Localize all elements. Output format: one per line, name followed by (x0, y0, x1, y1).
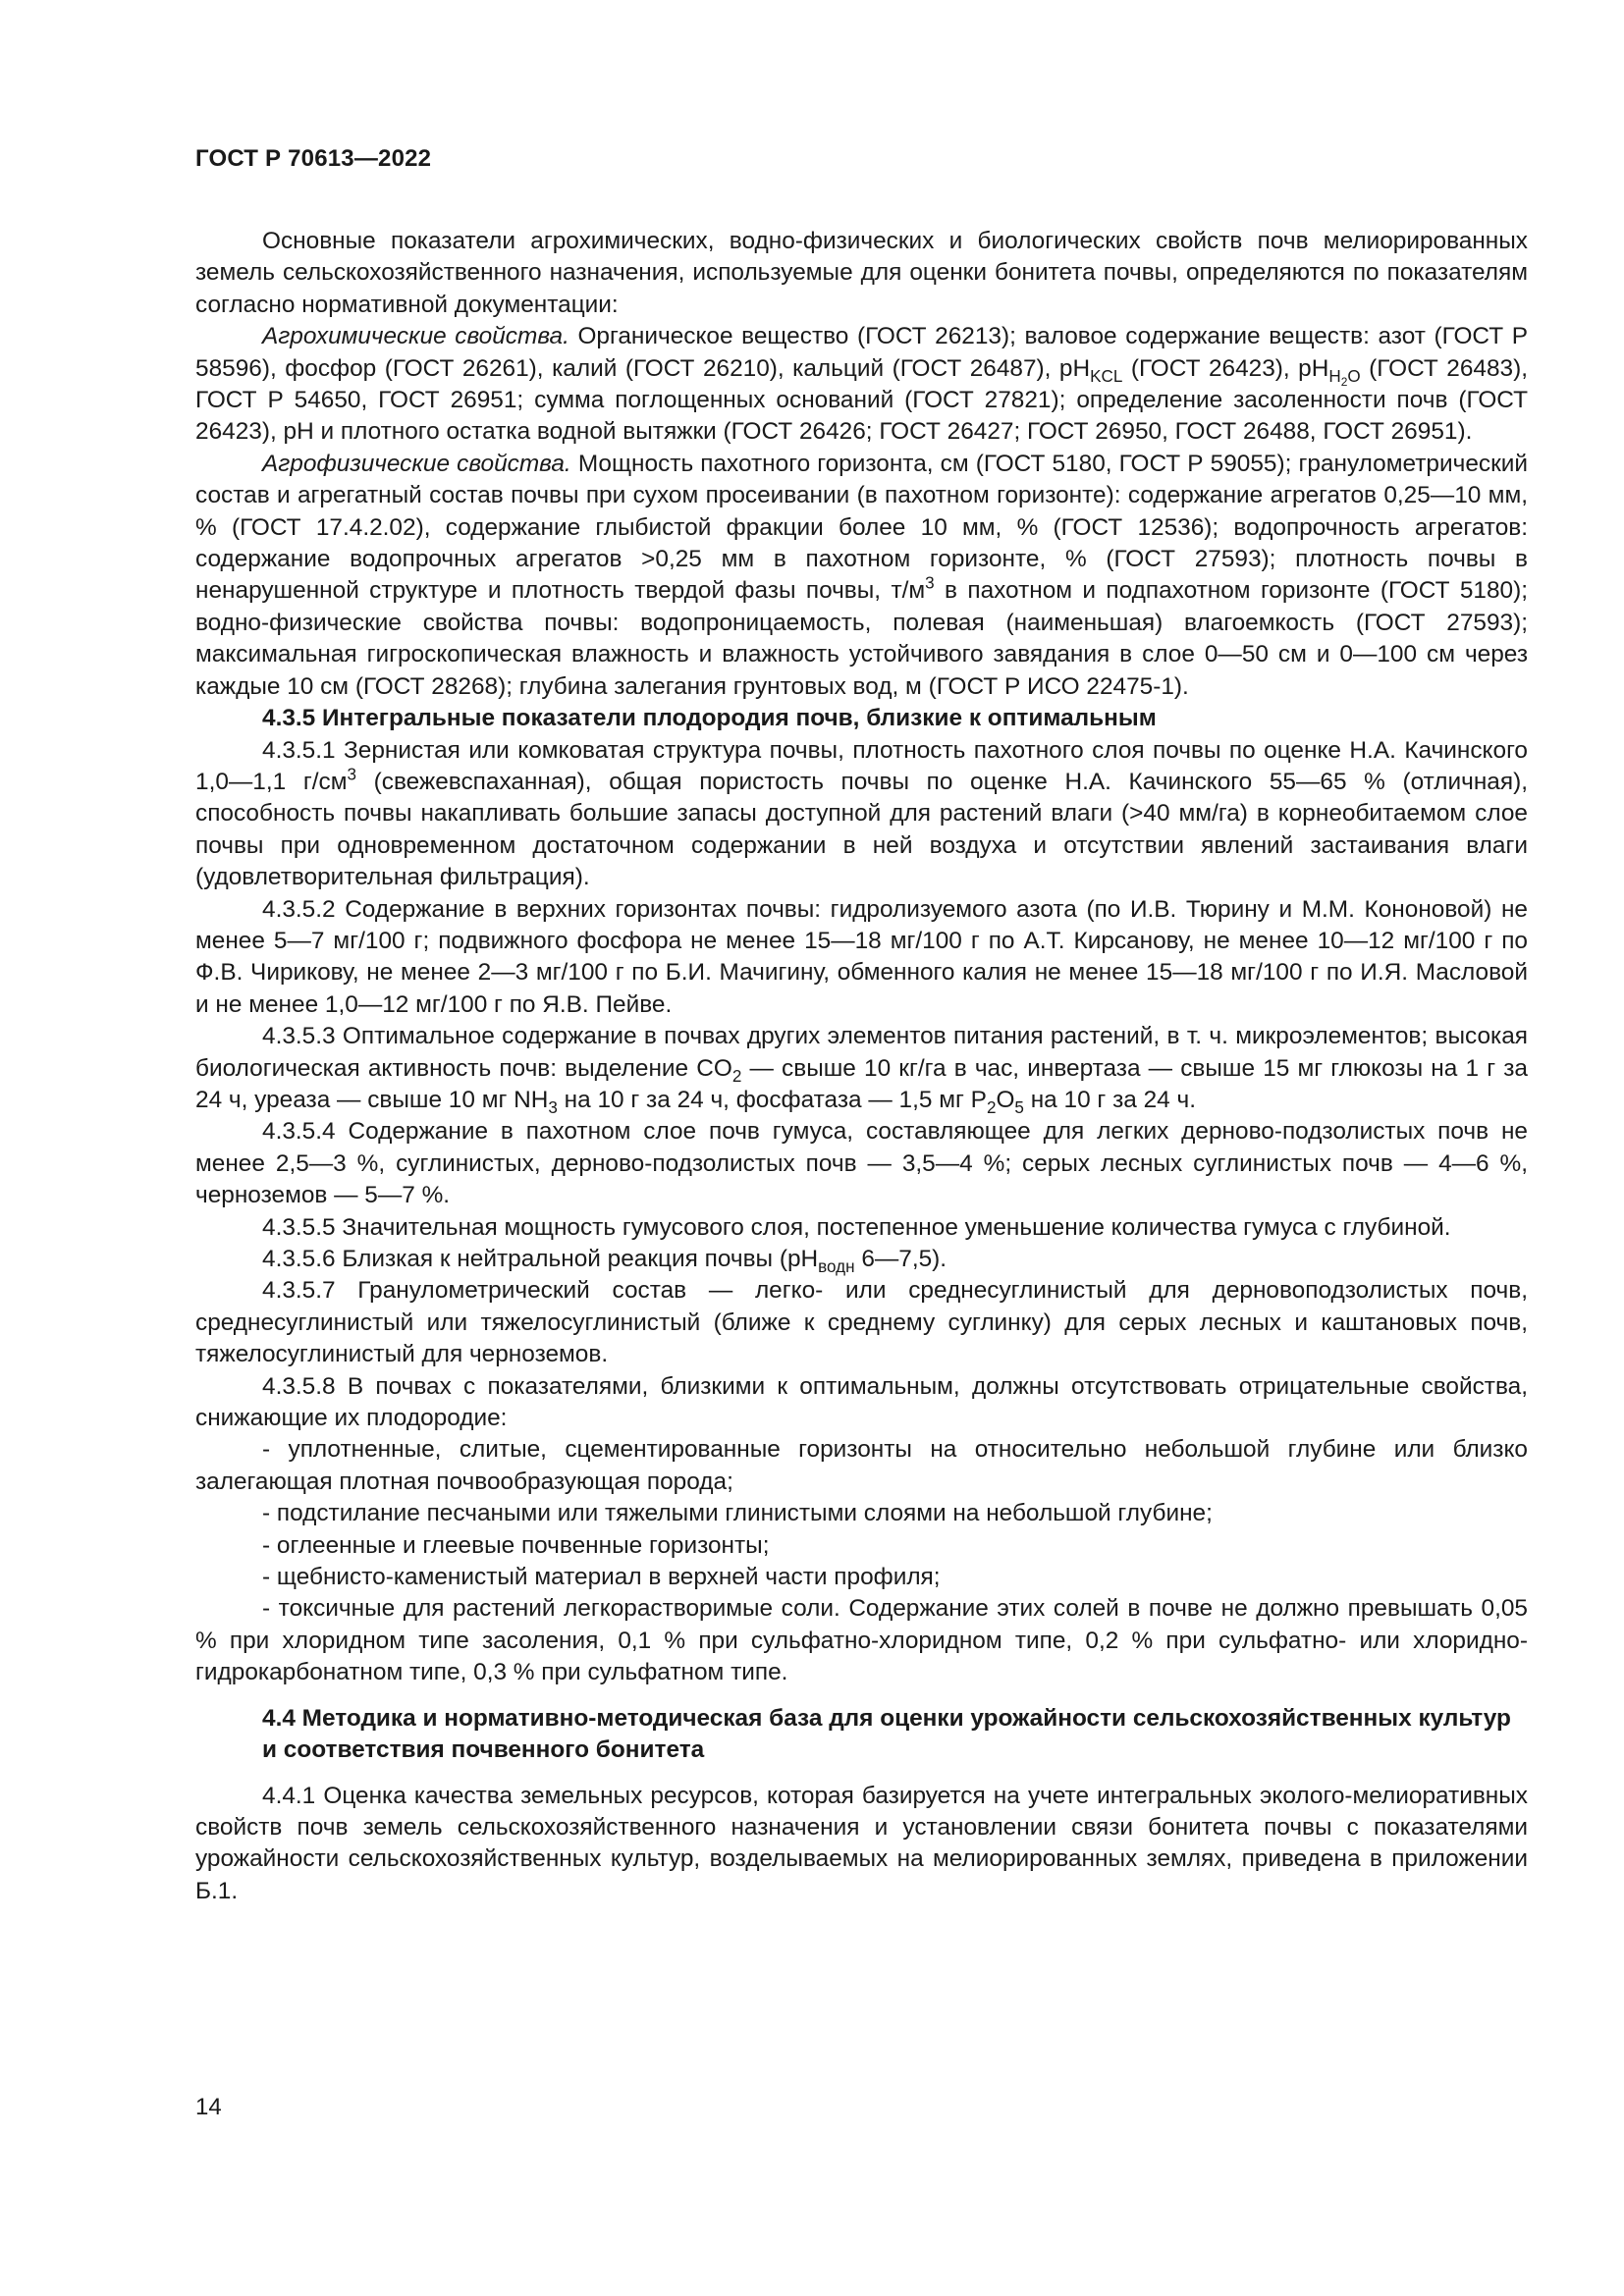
paragraph-4-3-5-1: 4.3.5.1 Зернистая или комковатая структура почвы, плотность пахотного слоя почвы по оценке Н.А. Качинского 1,0—1,1 $г/см^3$ (свежевспаханная), общая пористость почвы по оценке Н.А. Качинского 55—65 % (отличная), способность почвы накапливать большие запасы доступной для растений влаги (>40 мм/га) в корнеобитаемом слое почвы при одновременном достаточном содержании в ней воздуха и отсутствии явлений застаивания влаги (удовлетворительная фильтрация). (195, 736, 1528, 891)
intro-paragraph: Основные показатели агрохимических, водно-физических и биологических свойств почв мелиорированных земель сельскохозяйственного назначения, используемые для оценки бонитета почвы, определяются по показателям согласно нормативной документации: (195, 228, 1528, 318)
paragraph-4-4-1: 4.4.1 Оценка качества земельных ресурсов, которая базируется на учете интегральных эколого-мелиоративных свойств почв земель сельскохозяйственного назначения и установлении связи бонитета почвы с показателями урожайности сельскохозяйственных культур, возделываемых на мелиорированных землях, приведена в приложении Б.1. (195, 1782, 1528, 1904)
paragraph-4-3-5-6: 4.3.5.6 Близкая к нейтральной реакция почвы ($pH_{водн}$ 6—7,5). (262, 1246, 947, 1276)
agrochemical-label: Агрохимические свойства. (262, 323, 569, 350)
paragraph-4-3-5-8: 4.3.5.8 В почвах с показателями, близкими к оптимальным, должны отсутствовать отрицательные свойства, снижающие их плодородие: (195, 1372, 1528, 1432)
list-item: - токсичные для растений легкорастворимые соли. Содержание этих солей в почве не должно превышать 0,05 % при хлоридном типе засоления, 0,1 % при сульфатно-хлоридном типе, 0,2 % при сульфатно- или хлоридно-гидрокарбонатном типе, 0,3 % при сульфатном типе. (195, 1595, 1528, 1686)
agrophysical-label: Агрофизические свойства. (262, 450, 571, 477)
agrophysical-paragraph: Агрофизические свойства. Мощность пахотного горизонта, см (ГОСТ 5180, ГОСТ Р 59055); гранулометрический состав и агрегатный состав почвы при сухом просеивании (в пахотном горизонте): содержание агрегатов 0,25—10 мм, % (ГОСТ 17.4.2.02), содержание глыбистой фракции более 10 мм, % (ГОСТ 12536); водопрочность агрегатов: содержание водопрочных агрегатов >0,25 мм в пахотном горизонте, % (ГОСТ 27593); плотность почвы в ненарушенной структуре и плотность твердой фазы почвы, $т/м^3$ в пахотном и подпахотном горизонте (ГОСТ 5180); водно-физические свойства почвы: водопроницаемость, полевая (наименьшая) влагоемкость (ГОСТ 27593); максимальная гигроскопическая влажность и влажность устойчивого завядания в слое 0—50 см и 0—100 см через каждые 10 см (ГОСТ 28268); глубина залегания грунтовых вод, м (ГОСТ Р ИСО 22475-1). (195, 450, 1528, 700)
document-body (195, 226, 1528, 1907)
paragraph-4-3-5-5: 4.3.5.5 Значительная мощность гумусового слоя, постепенное уменьшение количества гумуса с глубиной. (262, 1213, 1451, 1241)
list-item: - уплотненные, слитые, сцементированные горизонты на относительно небольшой глубине или близко залегающая плотная почвообразующая порода; (195, 1436, 1528, 1495)
section-heading-4-4: 4.4 Методика и нормативно-методическая база для оценки урожайности сельскохозяйственных культур и соответствия почвенного бонитета (262, 1704, 1511, 1764)
paragraph-4-3-5-7: 4.3.5.7 Гранулометрический состав — легко- или среднесуглинистый для дерновоподзолистых почв, среднесуглинистый или тяжелосуглинистый (ближе к среднему суглинку) для серых лесных и каштановых почв, тяжелосуглинистый для черноземов. (195, 1277, 1528, 1368)
section-heading-4-3-5: 4.3.5 Интегральные показатели плодородия почв, близкие к оптимальным (262, 705, 1157, 732)
list-item: - щебнисто-каменистый материал в верхней части профиля; (262, 1564, 941, 1591)
page-number: 14 (195, 2094, 222, 2120)
paragraph-4-3-5-3: 4.3.5.3 Оптимальное содержание в почвах других элементов питания растений, в т. ч. микроэлементов; высокая биологическая активность почв: выделение $CO_2$ — свыше 10 кг/га в час, инвертаза — свыше 15 мг глюкозы на 1 г за 24 ч, уреаза — свыше 10 мг $NH_3$ на 10 г за 24 ч, фосфатаза — 1,5 мг $P_2O_5$ на 10 г за 24 ч. (195, 1023, 1528, 1117)
document-header: ГОСТ Р 70613—2022 (195, 145, 432, 172)
paragraph-4-3-5-2: 4.3.5.2 Содержание в верхних горизонтах почвы: гидролизуемого азота (по И.В. Тюрину и М.М. Кононовой) не менее 5—7 мг/100 г; подвижного фосфора не менее 15—18 мг/100 г по А.Т. Кирсанову, не менее 10—12 мг/100 г по Ф.В. Чирикову, не менее 2—3 мг/100 г по Б.И. Мачигину, обменного калия не менее 15—18 мг/100 г по И.Я. Масловой и не менее 1,0—12 мг/100 г по Я.В. Пейве. (195, 895, 1528, 1018)
agrochemical-paragraph: Агрохимические свойства. Органическое вещество (ГОСТ 26213); валовое содержание веществ: азот (ГОСТ Р 58596), фосфор (ГОСТ 26261), калий (ГОСТ 26210), кальций (ГОСТ 26487), $pH_{KCL}$ (ГОСТ 26423), $pH_{H_2O}$ (ГОСТ 26483), ГОСТ Р 54650, ГОСТ 26951; сумма поглощенных оснований (ГОСТ 27821); определение засоленности почв (ГОСТ 26423), pH и плотного остатка водной вытяжки (ГОСТ 26426; ГОСТ 26427; ГОСТ 26950, ГОСТ 26488, ГОСТ 26951). (195, 323, 1528, 446)
paragraph-4-3-5-4: 4.3.5.4 Содержание в пахотном слое почв гумуса, составляющее для легких дерново-подзолистых почв не менее 2,5—3 %, суглинистых, дерново-подзолистых почв — 3,5—4 %; серых лесных суглинистых почв — 4—6 %, черноземов — 5—7 %. (195, 1118, 1528, 1209)
list-item: - оглеенные и глеевые почвенные горизонты; (262, 1531, 770, 1559)
list-item: - подстилание песчаными или тяжелыми глинистыми слоями на небольшой глубине; (262, 1500, 1213, 1527)
